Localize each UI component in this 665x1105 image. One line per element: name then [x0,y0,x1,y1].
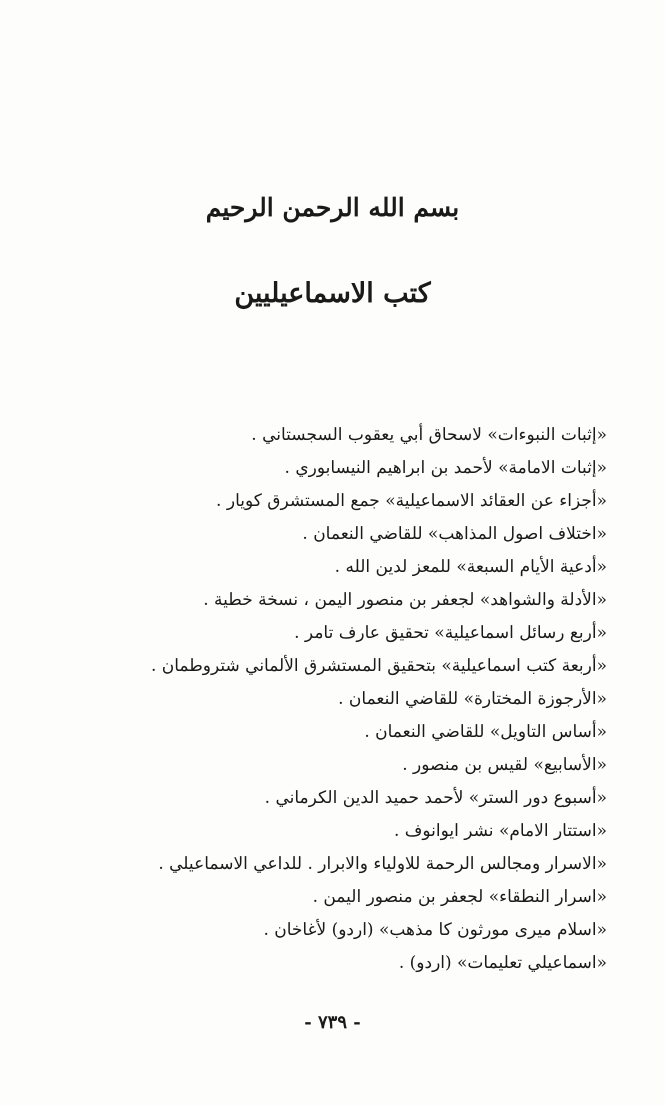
list-item: «الأرجوزة المختارة» للقاضي النعمان . [338,689,607,709]
list-item: «اسلام ميرى مورثون كا مذهب» (اردو) لأغاخان . [263,920,607,940]
section-title: كتب الاسماعيليين [234,278,431,309]
list-item: «أربع رسائل اسماعيلية» تحقيق عارف تامر . [294,623,607,643]
list-item: «أجزاء عن العقائد الاسماعيلية» جمع المستشرق كويار . [216,491,607,511]
list-item: «اسرار النطقاء» لجعفر بن منصور اليمن . [312,887,607,907]
list-item: «الأسابيع» لقيس بن منصور . [402,755,607,775]
page-number: - ٧٣٩ - [304,1012,361,1033]
list-item: «الاسرار ومجالس الرحمة للاولياء والابرار . للداعي الاسماعيلي . [158,854,607,874]
list-item: «أساس التاويل» للقاضي النعمان . [364,722,607,742]
list-item: «اسماعيلي تعليمات» (اردو) . [398,953,607,973]
bibliography-list [40,419,607,980]
list-item: «اختلاف اصول المذاهب» للقاضي النعمان . [302,524,607,544]
list-item: «أدعية الأيام السبعة» للمعز لدين الله . [334,557,607,577]
list-item: «إثبات النبوءات» لاسحاق أبي يعقوب السجستاني . [251,425,607,445]
list-item: «استتار الامام» نشر ايوانوف . [393,821,607,841]
list-item: «أسبوع دور الستر» لأحمد حميد الدين الكرماني . [264,788,607,808]
list-item: «أربعة كتب اسماعيلية» بتحقيق المستشرق الألماني شتروطمان . [150,656,607,676]
basmala: بسم الله الرحمن الرحيم [205,193,460,222]
list-item: «الأدلة والشواهد» لجعفر بن منصور اليمن ، نسخة خطية . [203,590,607,610]
list-item: «إثبات الامامة» لأحمد بن ابراهيم النيسابوري . [284,458,607,478]
